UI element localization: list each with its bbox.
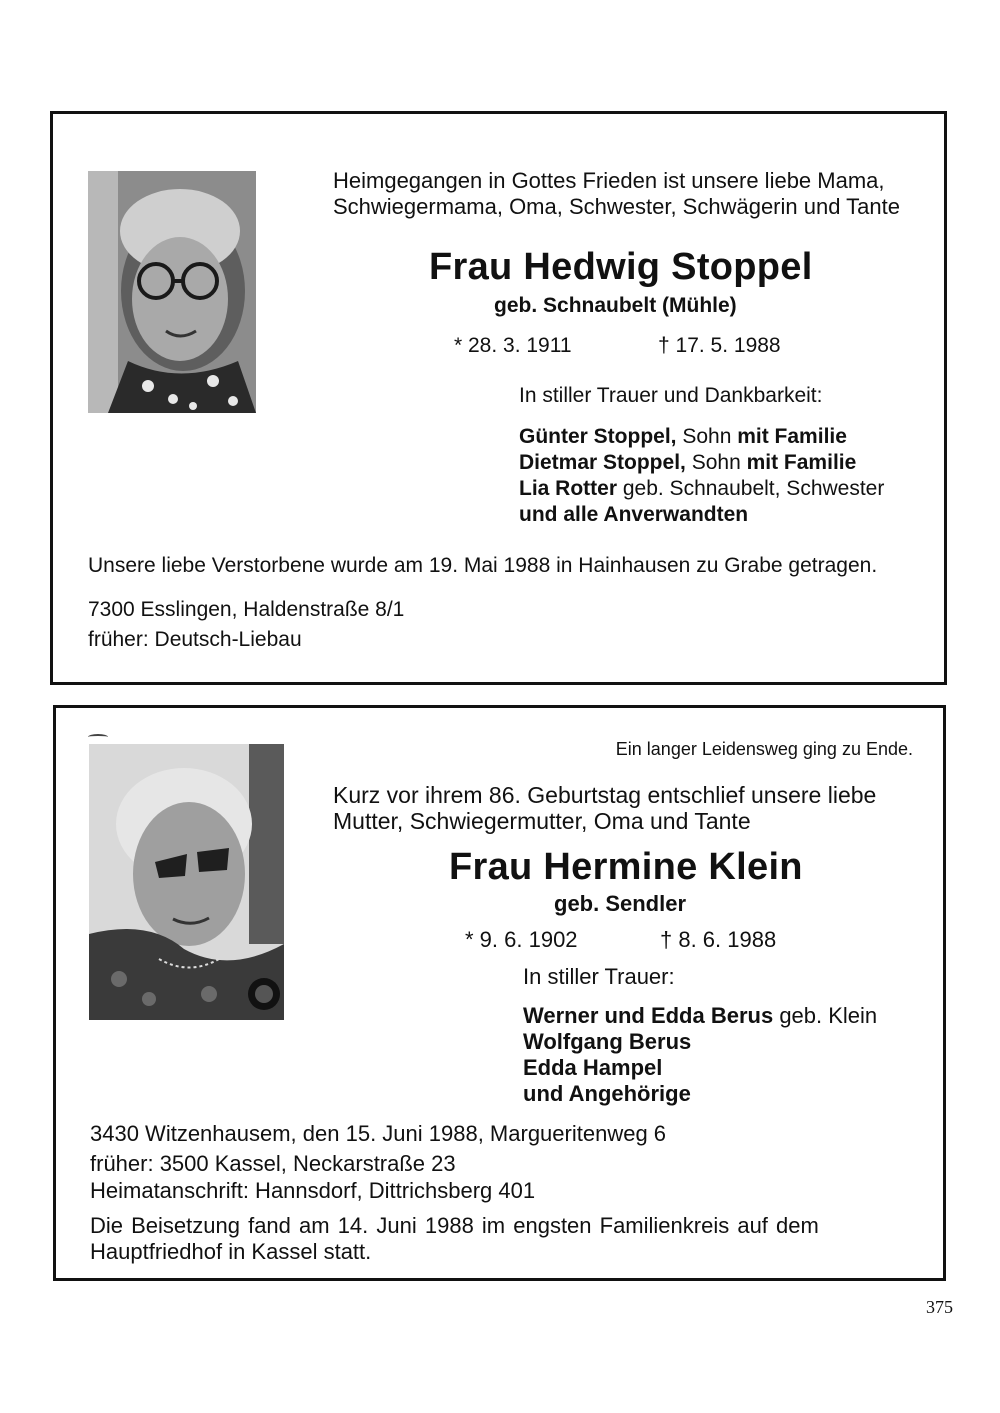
address-line-3: Heimatanschrift: Hannsdorf, Dittrichsberg 401 xyxy=(90,1178,536,1203)
motto: Ein langer Leidensweg ging zu Ende. xyxy=(615,739,913,759)
maiden-name: geb. Sendler xyxy=(554,891,687,916)
mourner-family: mit Familie xyxy=(746,451,857,474)
intro-line-2: Schwiegermama, Oma, Schwester, Schwägerin und Tante xyxy=(333,194,900,219)
mourner-line xyxy=(519,476,884,502)
mourner-name: Günter Stoppel, xyxy=(519,425,677,448)
mourning-heading: In stiller Trauer und Dankbarkeit: xyxy=(519,384,823,407)
mourner-name: und Angehörige xyxy=(523,1081,691,1106)
address-line-2: früher: 3500 Kassel, Neckarstraße 23 xyxy=(90,1151,456,1176)
mourner-line xyxy=(523,1081,691,1107)
death-date: † 8. 6. 1988 xyxy=(660,927,777,952)
mourner-line xyxy=(523,1055,662,1081)
portrait-hedwig-illustration xyxy=(88,171,256,413)
burial-note: Unsere liebe Verstorbene wurde am 19. Mai 1988 in Hainhausen zu Grabe getragen. xyxy=(88,554,878,577)
address-line-2: früher: Deutsch-Liebau xyxy=(88,628,302,651)
page-number: 375 xyxy=(926,1297,953,1317)
obituary-hermine-klein xyxy=(53,705,946,1281)
maiden-name: geb. Schnaubelt (Mühle) xyxy=(494,294,737,317)
mourner-name: Wolfgang Berus xyxy=(523,1029,692,1054)
mourner-line xyxy=(523,1029,691,1055)
mourner-family: mit Familie xyxy=(737,425,847,448)
address-line-1: 3430 Witzenhausem, den 15. Juni 1988, Margueritenweg 6 xyxy=(90,1121,667,1146)
obituary-hedwig-stoppel xyxy=(50,111,947,685)
address-line-1: 7300 Esslingen, Haldenstraße 8/1 xyxy=(88,598,405,621)
mourner-line xyxy=(519,424,847,450)
intro-line-1: Kurz vor ihrem 86. Geburtstag entschlief unsere liebe xyxy=(333,782,877,808)
mourner-name: und alle Anverwandten xyxy=(519,503,749,526)
mourner-name: Dietmar Stoppel, xyxy=(519,451,686,474)
mourner-relation: geb. Schnaubelt, Schwester xyxy=(617,477,885,500)
portrait-hermine-illustration xyxy=(89,744,284,1020)
mourner-name: Lia Rotter xyxy=(519,477,618,500)
funeral-line-1: Die Beisetzung fand am 14. Juni 1988 im engsten Familienkreis auf dem xyxy=(90,1213,819,1238)
mourning-heading: In stiller Trauer: xyxy=(523,964,675,989)
birth-date: * 28. 3. 1911 xyxy=(454,334,572,357)
portrait-photo-hermine xyxy=(89,744,284,1020)
intro-line-1: Heimgegangen in Gottes Frieden ist unsere liebe Mama, xyxy=(333,168,885,193)
mourner-name: Werner und Edda Berus xyxy=(523,1003,774,1028)
mourner-line xyxy=(523,1003,877,1029)
deceased-name: Frau Hedwig Stoppel xyxy=(429,246,813,288)
mourner-relation: geb. Klein xyxy=(773,1003,878,1028)
mourner-relation: Sohn xyxy=(676,425,738,448)
birth-date: * 9. 6. 1902 xyxy=(465,927,578,952)
funeral-line-2: Hauptfriedhof in Kassel statt. xyxy=(90,1239,372,1264)
portrait-photo-hedwig xyxy=(88,171,256,413)
mourner-line xyxy=(519,450,856,476)
mourner-relation: Sohn xyxy=(685,451,747,474)
intro-line-2: Mutter, Schwiegermutter, Oma und Tante xyxy=(333,808,751,834)
deceased-name: Frau Hermine Klein xyxy=(449,846,803,888)
mourner-line xyxy=(519,502,748,528)
corner-mark xyxy=(88,734,108,740)
mourner-name: Edda Hampel xyxy=(523,1055,663,1080)
death-date: † 17. 5. 1988 xyxy=(658,334,781,357)
